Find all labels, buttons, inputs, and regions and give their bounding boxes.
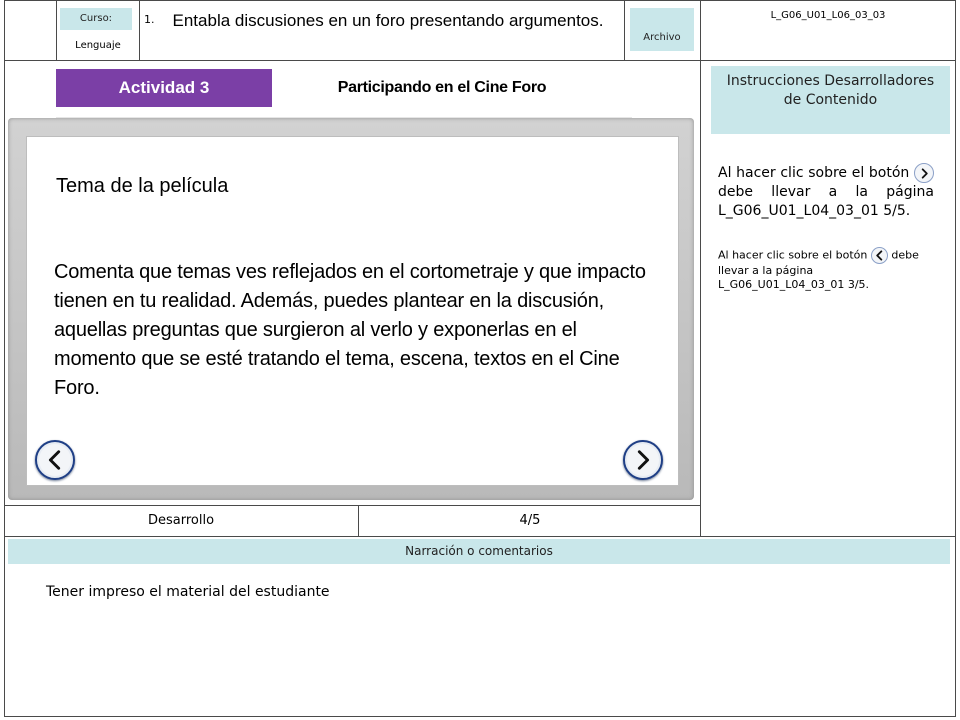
- prev-mini-button: [871, 247, 888, 264]
- curso-label: Curso:: [60, 8, 132, 30]
- instruction-prev: [718, 247, 934, 292]
- vline-curso-right: [139, 0, 140, 60]
- border-bottom: [4, 716, 956, 717]
- instruction-next: [718, 163, 934, 221]
- item-number: 1.: [144, 13, 155, 26]
- chevron-right-icon: [919, 168, 930, 179]
- activity-badge-label: Actividad 3: [118, 78, 210, 97]
- archivo-button[interactable]: Archivo: [630, 8, 694, 51]
- lesson-title: Entabla discusiones en un foro presentando argumentos.: [172, 11, 604, 30]
- narration-header: Narración o comentarios: [8, 539, 950, 564]
- chevron-right-icon: [632, 449, 654, 471]
- hline-footer-top: [4, 505, 701, 506]
- file-code: L_G06_U01_L06_03_03: [770, 10, 886, 21]
- border-right: [955, 0, 956, 717]
- vline-title-right: [624, 0, 625, 60]
- next-mini-button: [914, 163, 934, 183]
- activity-badge: [56, 69, 272, 107]
- border-top: [4, 0, 956, 1]
- page-indicator: 4/5: [519, 513, 541, 528]
- activity-title: Participando en el Cine Foro: [337, 79, 547, 96]
- narration-text: Tener impreso el material del estudiante: [46, 584, 330, 600]
- section-label: Desarrollo: [147, 513, 215, 528]
- instruction-prev-pre: Al hacer clic sobre el botón: [718, 248, 868, 262]
- instruction-next-pre: Al hacer clic sobre el botón: [718, 165, 910, 181]
- chevron-left-icon: [874, 250, 885, 261]
- curso-value: Lenguaje: [75, 40, 121, 51]
- slide-body: Comenta que temas ves reflejados en el cortometraje y que impacto tienen en tu realidad. Además, puedes plantear en la discusión, aquellas preguntas que surgieron al verlo y exponerlas en el momento que se esté tratando el tema, escena, textos en el Cine Foro.: [54, 261, 646, 399]
- header-divider: [4, 60, 956, 61]
- prev-button[interactable]: [35, 440, 75, 480]
- instruction-prev-post: debe llevar a la página L_G06_U01_L04_03_01 3/5.: [718, 248, 919, 291]
- vline-main-right: [700, 0, 701, 536]
- vline-curso-left: [56, 0, 57, 60]
- hline-footer-bottom: [4, 536, 956, 537]
- next-button[interactable]: [623, 440, 663, 480]
- border-left: [4, 0, 5, 717]
- slide-heading: Tema de la película: [56, 175, 229, 197]
- chevron-left-icon: [44, 449, 66, 471]
- instructions-header: Instrucciones Desarrolladores de Contenido: [711, 66, 950, 134]
- instruction-next-post: debe llevar a la página L_G06_U01_L04_03_01 5/5.: [718, 184, 934, 219]
